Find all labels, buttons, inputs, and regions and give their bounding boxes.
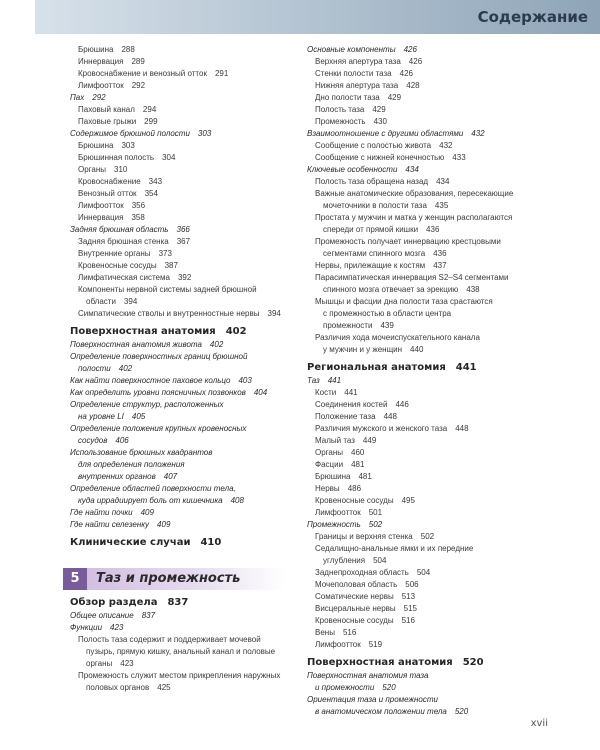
toc-entry-title: Дно полости таза bbox=[315, 93, 380, 102]
toc-entry[interactable] bbox=[307, 272, 537, 296]
section-heading-title: Клинические случаи bbox=[70, 537, 191, 548]
toc-entry[interactable] bbox=[70, 399, 285, 423]
toc-entry[interactable] bbox=[307, 670, 537, 694]
toc-entry[interactable] bbox=[70, 387, 285, 399]
toc-entry-title: Парасимпатическая иннервация S2–S4 сегментами bbox=[315, 273, 509, 282]
toc-page-number: 504 bbox=[373, 556, 387, 565]
toc-entry[interactable] bbox=[307, 236, 537, 260]
chapter-banner bbox=[63, 568, 285, 590]
toc-entry[interactable] bbox=[70, 92, 285, 104]
toc-entry[interactable] bbox=[307, 188, 537, 212]
toc-entry-title: Кости bbox=[315, 388, 337, 397]
toc-entry[interactable] bbox=[70, 248, 285, 260]
toc-entry-title-cont: полости bbox=[78, 364, 111, 373]
toc-entry-title: Промежность bbox=[307, 520, 361, 529]
toc-entry[interactable] bbox=[70, 80, 285, 92]
toc-entry[interactable] bbox=[307, 459, 537, 471]
toc-page-number: 425 bbox=[157, 683, 171, 692]
toc-entry-title: Нервы bbox=[315, 484, 340, 493]
toc-page-number: 435 bbox=[434, 201, 449, 210]
toc-entry[interactable] bbox=[307, 116, 537, 128]
section-heading[interactable] bbox=[70, 537, 285, 548]
toc-entry-title: Лимфоотток bbox=[315, 508, 361, 517]
toc-entry-title: Иннервация bbox=[78, 213, 124, 222]
toc-entry[interactable] bbox=[307, 639, 537, 651]
toc-entry[interactable] bbox=[70, 610, 285, 622]
toc-entry-title: Венозный отток bbox=[78, 189, 137, 198]
toc-entry[interactable] bbox=[70, 447, 285, 483]
toc-page-number: 304 bbox=[162, 153, 176, 162]
toc-page-number: 354 bbox=[144, 189, 158, 198]
toc-entry[interactable] bbox=[307, 495, 537, 507]
toc-entry[interactable] bbox=[307, 471, 537, 483]
toc-entry[interactable] bbox=[307, 447, 537, 459]
toc-page-number: 837 bbox=[167, 597, 189, 608]
toc-page-number: 394 bbox=[123, 297, 138, 306]
toc-page-number: 292 bbox=[131, 81, 146, 90]
toc-entry-title: Где найти почки bbox=[70, 508, 133, 517]
toc-entry-title-cont: сосудов bbox=[78, 436, 108, 445]
toc-entry-title: Как определить уровни поясничных позвонков bbox=[70, 388, 246, 397]
toc-entry-title-cont: органы bbox=[86, 659, 113, 668]
toc-page-number: 373 bbox=[158, 249, 172, 258]
toc-entry[interactable] bbox=[70, 260, 285, 272]
page-title: Содержание bbox=[477, 8, 588, 26]
toc-entry[interactable] bbox=[307, 260, 537, 272]
toc-entry[interactable] bbox=[307, 140, 537, 152]
toc-entry-title: Стенки полости таза bbox=[315, 69, 392, 78]
toc-entry-title-cont: области bbox=[86, 297, 116, 306]
toc-entry[interactable] bbox=[70, 104, 285, 116]
toc-entry[interactable] bbox=[307, 507, 537, 519]
toc-entry-title-cont: промежности bbox=[323, 321, 373, 330]
toc-page-number: 449 bbox=[362, 436, 377, 445]
toc-page-number: 402 bbox=[225, 326, 247, 337]
toc-entry[interactable] bbox=[307, 176, 537, 188]
toc-entry-title: Определение положения крупных кровеносных bbox=[70, 424, 247, 433]
toc-entry-title: Промежность получает иннервацию крестцовыми bbox=[315, 237, 501, 246]
toc-entry-title: Как найти поверхностное паховое кольцо bbox=[70, 376, 231, 385]
toc-page-number: 438 bbox=[466, 285, 480, 294]
toc-entry[interactable] bbox=[307, 387, 537, 399]
toc-page-number: 460 bbox=[351, 448, 365, 457]
toc-page-number: 303 bbox=[197, 129, 212, 138]
toc-page-number: 441 bbox=[327, 376, 342, 385]
toc-entry-title: Висцеральные нервы bbox=[315, 604, 396, 613]
toc-entry-title: Кровоснабжение и венозный отток bbox=[78, 69, 207, 78]
toc-entry[interactable] bbox=[307, 399, 537, 411]
toc-entry-title: Полость таза содержит и поддерживает мочевой bbox=[78, 635, 261, 644]
toc-page-number: 423 bbox=[110, 623, 124, 632]
toc-entry-title-cont: в анатомическом положении тела bbox=[315, 707, 447, 716]
toc-entry-title: Содержимое брюшной полости bbox=[70, 129, 190, 138]
toc-entry-title: Ориентация таза и промежности bbox=[307, 695, 438, 704]
toc-entry-title: Лимфоотток bbox=[78, 201, 124, 210]
toc-entry-title-cont: для определения положения bbox=[78, 460, 185, 469]
toc-page-number: 402 bbox=[118, 364, 133, 373]
toc-entry-title: Мочеполовая область bbox=[315, 580, 398, 589]
toc-page-number: 520 bbox=[462, 657, 484, 668]
toc-page-number: 448 bbox=[455, 424, 469, 433]
toc-entry[interactable] bbox=[307, 164, 537, 176]
toc-entry-title-cont: и промежности bbox=[315, 683, 375, 692]
toc-entry[interactable] bbox=[307, 212, 537, 236]
section-heading[interactable] bbox=[70, 326, 285, 337]
toc-entry-title-cont: мочеточники в полости таза bbox=[323, 201, 427, 210]
toc-entry-title: Малый таз bbox=[315, 436, 355, 445]
toc-page-number: 436 bbox=[426, 225, 440, 234]
toc-entry-title: Брюшина bbox=[315, 472, 351, 481]
toc-entry-title-cont: на уровне LI bbox=[78, 412, 124, 421]
toc-page-number: 430 bbox=[373, 117, 387, 126]
toc-page-number: 439 bbox=[380, 321, 394, 330]
toc-entry-title: Лимфоотток bbox=[315, 640, 361, 649]
toc-entry[interactable] bbox=[307, 44, 537, 56]
toc-entry[interactable] bbox=[70, 56, 285, 68]
toc-page-number: 423 bbox=[120, 659, 134, 668]
toc-entry[interactable] bbox=[70, 308, 285, 320]
page-number: xvii bbox=[530, 718, 548, 729]
toc-entry-title: Таз bbox=[307, 376, 320, 385]
toc-page-number: 502 bbox=[368, 520, 383, 529]
toc-entry-title: Брюшинная полость bbox=[78, 153, 155, 162]
toc-entry[interactable] bbox=[70, 670, 285, 694]
toc-page-number: 437 bbox=[433, 261, 447, 270]
toc-entry-title: Соединения костей bbox=[315, 400, 388, 409]
toc-entry-title: Промежность bbox=[315, 117, 366, 126]
toc-page-number: 356 bbox=[131, 201, 146, 210]
toc-page-number: 504 bbox=[416, 568, 431, 577]
toc-entry-title-cont: сегментами спинного мозга bbox=[323, 249, 426, 258]
toc-entry-title: Брюшина bbox=[78, 141, 114, 150]
toc-entry[interactable] bbox=[70, 44, 285, 56]
toc-page-number: 289 bbox=[131, 57, 145, 66]
toc-entry[interactable] bbox=[70, 375, 285, 387]
toc-page-number: 501 bbox=[368, 508, 383, 517]
toc-entry-title: Верхняя апертура таза bbox=[315, 57, 401, 66]
toc-page-number: 405 bbox=[131, 412, 146, 421]
toc-page-number: 428 bbox=[406, 81, 420, 90]
toc-entry-title: Простата у мужчин и матка у женщин располагаются bbox=[315, 213, 513, 222]
toc-entry-title: Промежность служит местом прикрепления наружных bbox=[78, 671, 281, 680]
toc-entry-title: Пах bbox=[70, 93, 85, 102]
toc-entry-title-cont: углубления bbox=[323, 556, 366, 565]
toc-entry-title: Определение структур, расположенных bbox=[70, 400, 224, 409]
toc-entry-title: Иннервация bbox=[78, 57, 124, 66]
toc-page-number: 486 bbox=[347, 484, 362, 493]
toc-entry-title-cont: спинного мозга отвечает за эрекцию bbox=[323, 285, 459, 294]
toc-entry[interactable] bbox=[307, 92, 537, 104]
toc-page-number: 409 bbox=[157, 520, 171, 529]
toc-entry-title: Нижняя апертура таза bbox=[315, 81, 399, 90]
toc-entry[interactable] bbox=[307, 603, 537, 615]
toc-page-number: 426 bbox=[403, 45, 417, 54]
toc-entry[interactable] bbox=[307, 152, 537, 164]
toc-page-number: 407 bbox=[163, 472, 178, 481]
toc-page-number: 406 bbox=[115, 436, 129, 445]
toc-entry-title: Брюшина bbox=[78, 45, 114, 54]
toc-entry-title: Симпатические стволы и внутренностные нервы bbox=[78, 309, 260, 318]
toc-page-number: 288 bbox=[121, 45, 135, 54]
toc-entry[interactable] bbox=[307, 68, 537, 80]
toc-entry-title: Нервы, прилежащие к костям bbox=[315, 261, 426, 270]
toc-page-number: 837 bbox=[141, 611, 156, 620]
section-heading-title: Обзор раздела bbox=[70, 597, 158, 608]
toc-page-number: 513 bbox=[401, 592, 416, 601]
toc-entry[interactable] bbox=[70, 140, 285, 152]
toc-entry-title: Паховый канал bbox=[78, 105, 135, 114]
toc-entry[interactable] bbox=[70, 188, 285, 200]
toc-entry-title: Использование брюшных квадрантов bbox=[70, 448, 213, 457]
toc-entry-title-cont: с промежностью в области центра bbox=[323, 309, 452, 318]
toc-entry[interactable] bbox=[70, 236, 285, 248]
toc-entry[interactable] bbox=[70, 224, 285, 236]
toc-entry-title: Фасции bbox=[315, 460, 344, 469]
toc-entry-title: Кровоснабжение bbox=[78, 177, 141, 186]
toc-entry-title: Полость таза обращена назад bbox=[315, 177, 429, 186]
toc-page-number: 426 bbox=[399, 69, 413, 78]
toc-entry-title: Седалищно-анальные ямки и их передние bbox=[315, 544, 474, 553]
toc-entry-title: Границы и верхняя стенка bbox=[315, 532, 413, 541]
toc-entry[interactable] bbox=[307, 128, 537, 140]
toc-entry-title: Общее описание bbox=[70, 611, 134, 620]
toc-page-number: 303 bbox=[121, 141, 135, 150]
toc-page-number: 515 bbox=[403, 604, 417, 613]
toc-page-number: 310 bbox=[114, 165, 128, 174]
toc-entry-title: Полость таза bbox=[315, 105, 365, 114]
toc-page-number: 440 bbox=[410, 345, 424, 354]
chapter-number: 5 bbox=[63, 568, 87, 590]
toc-entry[interactable] bbox=[70, 116, 285, 128]
toc-entry[interactable] bbox=[307, 411, 537, 423]
toc-entry[interactable] bbox=[70, 68, 285, 80]
toc-page-number: 520 bbox=[454, 707, 469, 716]
toc-entry-title: Задняя брюшная область bbox=[70, 225, 169, 234]
toc-entry[interactable] bbox=[70, 339, 285, 351]
toc-page-number: 516 bbox=[401, 616, 415, 625]
toc-page-number: 434 bbox=[405, 165, 419, 174]
toc-entry-title: Функции bbox=[70, 623, 103, 632]
toc-entry-title: Кровеносные сосуды bbox=[78, 261, 157, 270]
toc-entry[interactable] bbox=[70, 164, 285, 176]
toc-entry[interactable] bbox=[307, 627, 537, 639]
toc-page-number: 358 bbox=[131, 213, 145, 222]
toc-entry[interactable] bbox=[70, 519, 285, 531]
toc-page-number: 448 bbox=[383, 412, 397, 421]
toc-entry-title: Взаимоотношение с другими областями bbox=[307, 129, 464, 138]
toc-entry[interactable] bbox=[307, 375, 537, 387]
toc-entry-title-cont: внутренних органов bbox=[78, 472, 156, 481]
toc-page-number: 292 bbox=[92, 93, 106, 102]
toc-entry-title: Основные компоненты bbox=[307, 45, 396, 54]
toc-page-number: 433 bbox=[452, 153, 466, 162]
toc-left-column-chapter bbox=[70, 597, 285, 694]
toc-entry[interactable] bbox=[70, 272, 285, 284]
toc-page-number: 429 bbox=[372, 105, 386, 114]
toc-entry-title: Важные анатомические образования, пересекающие bbox=[315, 189, 514, 198]
toc-entry[interactable] bbox=[307, 591, 537, 603]
toc-entry-title: Различия хода мочеиспускательного канала bbox=[315, 333, 480, 342]
toc-page-number: 432 bbox=[439, 141, 453, 150]
toc-entry-title: Задняя брюшная стенка bbox=[78, 237, 169, 246]
toc-right-column bbox=[307, 44, 537, 718]
toc-left-column bbox=[70, 44, 285, 550]
toc-page-number: 481 bbox=[358, 472, 372, 481]
toc-page-number: 387 bbox=[164, 261, 178, 270]
toc-entry[interactable] bbox=[307, 567, 537, 579]
toc-entry[interactable] bbox=[70, 622, 285, 634]
toc-page-number: 520 bbox=[382, 683, 396, 692]
toc-entry[interactable] bbox=[70, 351, 285, 375]
toc-entry[interactable] bbox=[70, 152, 285, 164]
toc-entry[interactable] bbox=[70, 634, 285, 670]
toc-page-number: 481 bbox=[351, 460, 365, 469]
toc-entry-title: Сообщение с нижней конечностью bbox=[315, 153, 445, 162]
toc-entry-title: Органы bbox=[315, 448, 344, 457]
toc-entry-title-cont: у мужчин и у женщин bbox=[323, 345, 403, 354]
toc-page-number: 408 bbox=[230, 496, 244, 505]
toc-page-number: 294 bbox=[142, 105, 157, 114]
toc-page-number: 291 bbox=[214, 69, 229, 78]
toc-entry-title: Органы bbox=[78, 165, 107, 174]
section-heading-title: Региональная анатомия bbox=[307, 362, 446, 373]
toc-entry[interactable] bbox=[307, 423, 537, 435]
toc-entry-title: Сообщение с полостью живота bbox=[315, 141, 432, 150]
page-header bbox=[35, 0, 600, 34]
toc-entry-title: Различия мужского и женского таза bbox=[315, 424, 448, 433]
toc-entry[interactable] bbox=[70, 423, 285, 447]
toc-page-number: 402 bbox=[209, 340, 224, 349]
toc-entry[interactable] bbox=[307, 543, 537, 567]
toc-entry[interactable] bbox=[70, 128, 285, 140]
toc-page-number: 495 bbox=[401, 496, 415, 505]
toc-entry-title: Лимфатическая система bbox=[78, 273, 170, 282]
toc-page-number: 343 bbox=[148, 177, 163, 186]
toc-page-number: 404 bbox=[253, 388, 268, 397]
toc-entry-title: Вены bbox=[315, 628, 335, 637]
toc-entry-title: Мышцы и фасции дна полости таза срастаются bbox=[315, 297, 493, 306]
toc-entry[interactable] bbox=[70, 507, 285, 519]
section-heading[interactable] bbox=[307, 657, 537, 668]
toc-page-number: 410 bbox=[200, 537, 222, 548]
toc-entry-title: Лимфоотток bbox=[78, 81, 124, 90]
toc-page-number: 441 bbox=[455, 362, 477, 373]
toc-page-number: 436 bbox=[433, 249, 447, 258]
toc-page-number: 502 bbox=[420, 532, 435, 541]
toc-entry-title: Кровеносные сосуды bbox=[315, 496, 394, 505]
section-heading-title: Поверхностная анатомия bbox=[307, 657, 453, 668]
toc-page-number: 367 bbox=[176, 237, 191, 246]
toc-page-number: 426 bbox=[408, 57, 423, 66]
toc-entry[interactable] bbox=[70, 212, 285, 224]
toc-entry-title-cont: половых органов bbox=[86, 683, 150, 692]
toc-entry-title: Поверхностная анатомия таза bbox=[307, 671, 429, 680]
toc-entry-title: Внутренние органы bbox=[78, 249, 151, 258]
section-heading[interactable] bbox=[70, 597, 285, 608]
toc-entry[interactable] bbox=[70, 176, 285, 188]
toc-entry-title: Компоненты нервной системы задней брюшной bbox=[78, 285, 257, 294]
toc-page-number: 441 bbox=[344, 388, 358, 397]
toc-entry[interactable] bbox=[70, 483, 285, 507]
toc-entry[interactable] bbox=[307, 531, 537, 543]
toc-entry[interactable] bbox=[307, 615, 537, 627]
toc-entry-title-cont: пузырь, прямую кишку, анальный канал и половые bbox=[86, 647, 276, 656]
toc-entry[interactable] bbox=[307, 56, 537, 68]
toc-page-number: 299 bbox=[144, 117, 158, 126]
toc-page-number: 392 bbox=[177, 273, 192, 282]
toc-page-number: 434 bbox=[436, 177, 450, 186]
chapter-title: Таз и промежность bbox=[96, 571, 241, 586]
section-heading-title: Поверхностная анатомия bbox=[70, 326, 216, 337]
toc-entry-title: Положение таза bbox=[315, 412, 376, 421]
section-heading[interactable] bbox=[307, 362, 537, 373]
toc-entry[interactable] bbox=[307, 104, 537, 116]
toc-page-number: 366 bbox=[176, 225, 190, 234]
toc-entry[interactable] bbox=[307, 332, 537, 356]
toc-entry-title: Определение областей поверхности тела, bbox=[70, 484, 236, 493]
toc-entry-title: Ключевые особенности bbox=[307, 165, 398, 174]
toc-entry[interactable] bbox=[307, 435, 537, 447]
toc-entry-title-cont: куда иррадиирует боль от кишечника bbox=[78, 496, 223, 505]
toc-entry-title: Кровеносные сосуды bbox=[315, 616, 394, 625]
toc-entry[interactable] bbox=[307, 483, 537, 495]
toc-entry-title: Соматические нервы bbox=[315, 592, 394, 601]
toc-entry-title: Заднепроходная область bbox=[315, 568, 409, 577]
toc-entry[interactable] bbox=[70, 200, 285, 212]
toc-entry[interactable] bbox=[307, 296, 537, 332]
toc-page-number: 409 bbox=[140, 508, 154, 517]
toc-entry-title: Поверхностная анатомия живота bbox=[70, 340, 202, 349]
toc-page-number: 506 bbox=[405, 580, 419, 589]
toc-entry-title: Определение поверхностных границ брюшной bbox=[70, 352, 248, 361]
toc-page-number: 446 bbox=[395, 400, 409, 409]
toc-page-number: 429 bbox=[387, 93, 402, 102]
toc-page-number: 403 bbox=[238, 376, 252, 385]
toc-entry-title: Где найти селезенку bbox=[70, 520, 150, 529]
toc-entry[interactable] bbox=[307, 519, 537, 531]
toc-entry[interactable] bbox=[70, 284, 285, 308]
toc-page-number: 516 bbox=[342, 628, 357, 637]
toc-entry-title-cont: спереди от прямой кишки bbox=[323, 225, 419, 234]
toc-page-number: 519 bbox=[368, 640, 383, 649]
toc-entry[interactable] bbox=[307, 80, 537, 92]
toc-entry[interactable] bbox=[307, 694, 537, 718]
toc-entry-title: Паховые грыжи bbox=[78, 117, 137, 126]
toc-page-number: 394 bbox=[267, 309, 281, 318]
toc-entry[interactable] bbox=[307, 579, 537, 591]
toc-page-number: 432 bbox=[471, 129, 485, 138]
